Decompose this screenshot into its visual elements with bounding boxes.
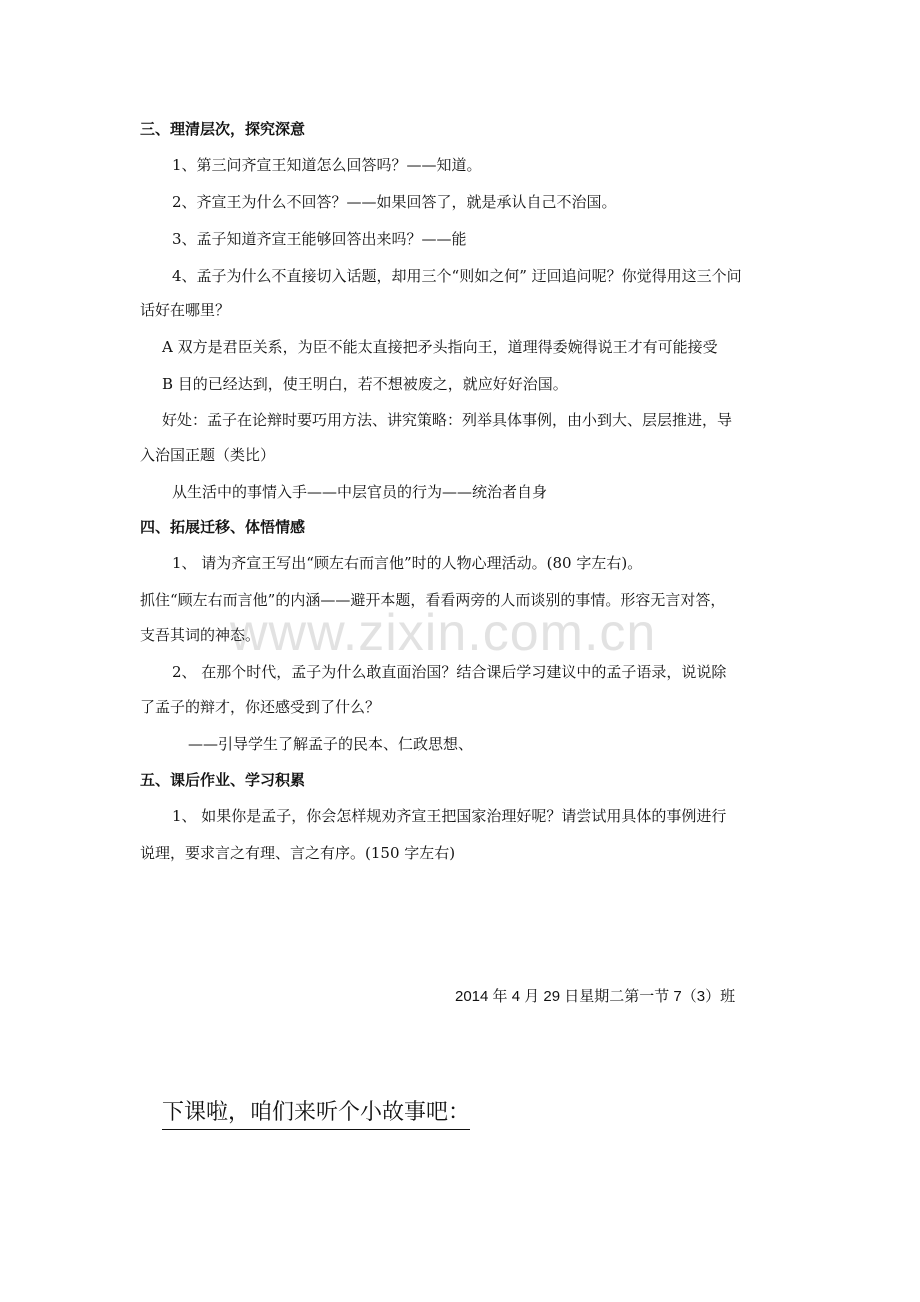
section-3-answer-b: B 目的已经达到，使王明白，若不想被废之，就应好好治国。 [162, 375, 568, 393]
section-5-item-1-line1: 1、 如果你是孟子，你会怎样规劝齐宣王把国家治理好呢？请尝试用具体的事例进行 [172, 807, 727, 825]
section-3-title: 三、理清层次，探究深意 [140, 120, 306, 138]
section-4-item-2-guide: ——引导学生了解孟子的民本、仁政思想、 [188, 735, 474, 753]
section-3-question-4-line2: 话好在哪里？ [140, 301, 231, 319]
section-3-question-4-line1: 4、孟子为什么不直接切入话题，却用三个“则如之何” 迂回追问呢？你觉得用这三个问 [172, 267, 742, 285]
section-4-item-1-note-line1: 抓住“顾左右而言他”的内涵——避开本题，看看两旁的人而谈别的事情。形容无言对答， [140, 591, 726, 609]
section-4-item-2-line1: 2、 在那个时代，孟子为什么敢直面治国？结合课后学习建议中的孟子语录，说说除 [172, 663, 727, 681]
story-heading: 下课啦，咱们来听个小故事吧： [162, 1098, 470, 1130]
section-3-answer-a: A 双方是君臣关系，为臣不能太直接把矛头指向王，道理得委婉得说王才有可能接受 [162, 338, 718, 356]
section-3-question-1: 1、第三问齐宣王知道怎么回答吗？——知道。 [172, 156, 482, 174]
section-4-item-2-line2: 了孟子的辩才，你还感受到了什么？ [140, 698, 381, 716]
section-4-item-1-note-line2: 支吾其词的神态。 [140, 626, 261, 644]
section-5-item-1-line2: 说理，要求言之有理、言之有序。(150 字左右) [140, 844, 456, 862]
section-3-chain: 从生活中的事情入手——中层官员的行为——统治者自身 [172, 483, 548, 501]
section-3-benefit-line1: 好处：孟子在论辩时要巧用方法、讲究策略：列举具体事例，由小到大、层层推进，导 [162, 411, 733, 429]
section-3-question-2: 2、齐宣王为什么不回答？——如果回答了，就是承认自己不治国。 [172, 193, 617, 211]
date-class-line: 2014 年 4 月 29 日星期二第一节 7（3）班 [455, 988, 736, 1005]
section-4-item-1: 1、 请为齐宣王写出“顾左右而言他”时的人物心理活动。(80 字左右)。 [172, 554, 643, 572]
section-3-benefit-line2: 入治国正题（类比） [140, 446, 276, 464]
watermark: www.zixin.com.cn [230, 604, 657, 662]
section-5-title: 五、课后作业、学习积累 [140, 771, 306, 789]
section-4-title: 四、拓展迁移、体悟情感 [140, 518, 306, 536]
section-3-question-3: 3、孟子知道齐宣王能够回答出来吗？——能 [172, 230, 467, 248]
